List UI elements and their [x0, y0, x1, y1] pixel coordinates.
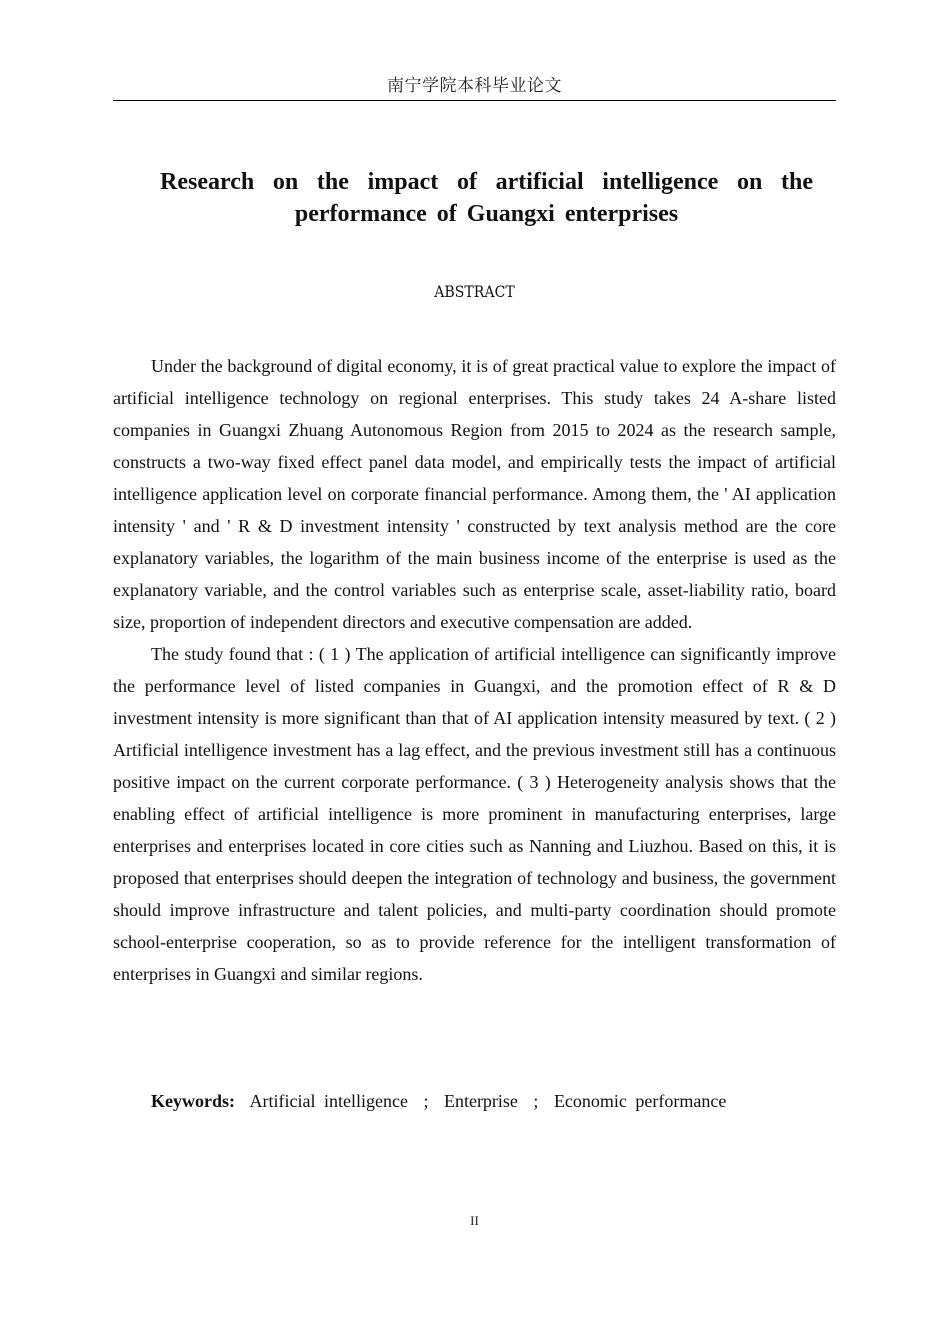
running-header [113, 74, 836, 101]
keyword-item: Economic performance [553, 1091, 727, 1111]
keyword-separator: ; [423, 1091, 429, 1111]
keyword-item: Enterprise [443, 1091, 518, 1111]
abstract-heading: ABSTRACT [434, 282, 515, 301]
running-header-text: 南宁学院本科毕业论文 [387, 76, 562, 96]
abstract-paragraph: Under the background of digital economy, it is of great practical value to explore the impact of artificial intelligence technology on regional enterprises. This study takes 24 A-share listed companies in Guangxi Zhuang Autonomous Region from 2015 to 2024 as the research sample, constructs a two-way fixed effect panel data model, and empirically tests the impact of artificial intelligence application level on corporate financial performance. Among them, the ' AI application intensity ' and ' R & D investment intensity ' constructed by text analysis method are the core explanatory variables, the logarithm of the main business income of the enterprise is used as the explanatory variable, and the control variables such as enterprise scale, asset-liability ratio, board size, proportion of independent directors and executive compensation are added. [113, 356, 836, 632]
keywords-label: Keywords: [151, 1091, 235, 1111]
page-number: II [470, 1213, 479, 1228]
abstract-body [113, 350, 836, 990]
keywords-line [151, 1085, 836, 1117]
abstract-paragraph: The study found that : ( 1 ) The application of artificial intelligence can significantly improve the performance level of listed companies in Guangxi, and the promotion effect of R & D investment intensity is more significant than that of AI application intensity measured by text. ( 2 ) Artificial intelligence investment has a lag effect, and the previous investment still has a continuous positive impact on the current corporate performance. ( 3 ) Heterogeneity analysis shows that the enabling effect of artificial intelligence is more prominent in manufacturing enterprises, large enterprises and enterprises located in core cities such as Nanning and Liuzhou. Based on this, it is proposed that enterprises should deepen the integration of technology and business, the government should improve infrastructure and talent policies, and multi-party coordination should promote school-enterprise cooperation, so as to provide reference for the intelligent transformation of enterprises in Guangxi and similar regions. [113, 644, 836, 984]
keyword-item: Artificial intelligence [249, 1091, 408, 1111]
keyword-separator: ; [533, 1091, 539, 1111]
thesis-title: Research on the impact of artificial intelligence on the performance of Guangxi enterprises [160, 169, 813, 227]
